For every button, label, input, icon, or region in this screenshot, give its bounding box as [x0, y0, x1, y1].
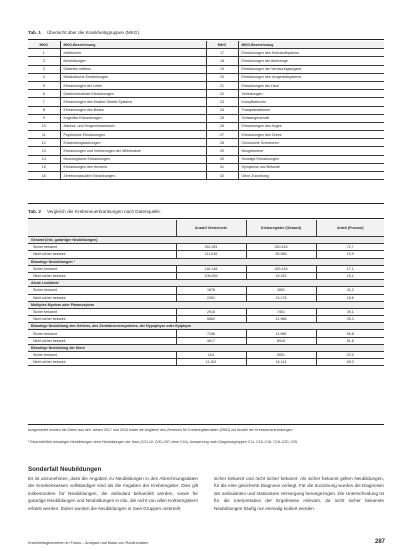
table2-group-row	[28, 344, 384, 351]
table2-cell-label: Sicher bekannt	[28, 352, 176, 359]
table2-cell-krebsregister: 21.966	[246, 316, 316, 323]
table1-cell-mkg: 1	[28, 49, 60, 57]
page-number: 287	[374, 539, 385, 545]
table1-cell-mkg-2: 24	[206, 106, 238, 114]
table2-cell-krebsregister: 5051	[246, 352, 316, 359]
table2-row	[28, 272, 384, 279]
table1-cell-label: Metabolische Erkrankungen	[60, 73, 206, 81]
table2-cell-versicherte: 118.148	[176, 265, 246, 272]
table1-cell-label: Infektionen	[60, 49, 206, 57]
table2-header-versicherte: Anzahl Versicherte	[176, 220, 246, 237]
table2-cell-label: Nicht sicher bekannt	[28, 251, 176, 258]
table1-row	[28, 114, 384, 122]
table2-group-row	[28, 258, 384, 265]
table2-cell-label: Sicher bekannt	[28, 330, 176, 337]
table1-cell-mkg-2: 25	[206, 114, 238, 122]
table1-header-label: MKG-Bezeichnung	[60, 41, 206, 49]
table2	[28, 220, 384, 366]
table1-cell-mkg: 16	[28, 172, 60, 180]
table1-cell-mkg-2: 26	[206, 122, 238, 130]
table1-header-label-2: MKG-Bezeichnung	[238, 41, 384, 49]
table1-cell-mkg-2: 27	[206, 131, 238, 139]
table1-cell-label-2: Verletzungen	[238, 90, 384, 98]
table2-row	[28, 308, 384, 315]
table2-cell-label: Nicht sicher bekannt	[28, 272, 176, 279]
table2-cell-label: Nicht sicher bekannt	[28, 316, 176, 323]
table2-cell-versicherte: 2916	[176, 308, 246, 315]
table1-row	[28, 122, 384, 130]
table2-top-rule	[28, 218, 384, 219]
table1-cell-label-2: Erkrankungen des Auges	[238, 122, 384, 130]
table2-header-row	[28, 220, 384, 237]
table1-row	[28, 81, 384, 89]
table1-cell-mkg: 7	[28, 98, 60, 106]
table1-cell-mkg: 8	[28, 106, 60, 114]
table1-row	[28, 57, 384, 65]
table1-row	[28, 90, 384, 98]
table1-row	[28, 147, 384, 155]
table1-row	[28, 73, 384, 81]
table2-row	[28, 359, 384, 366]
table1-row	[28, 155, 384, 163]
table2-group-label: Bösartige Neubildung des Gehirns, des Zentralnervensystems, der Hypophyse oder Epiphyse	[28, 323, 384, 330]
table2-cell-anteil: 41,2	[316, 287, 384, 294]
table1-header-mkg-2: MKG	[206, 41, 238, 49]
table2-cell-versicherte: 181.951	[176, 244, 246, 251]
section-heading: Sonderfall Neubildungen	[28, 466, 102, 473]
table1-cell-mkg: 5	[28, 81, 60, 89]
table1-cell-mkg: 12	[28, 139, 60, 147]
table1-cell-mkg-2: 17	[206, 49, 238, 57]
table1-cell-label: Alkohol- und Drogenmissbrauch	[60, 122, 206, 130]
table2-cell-anteil: 59,8	[316, 330, 384, 337]
body-column-left: Es ist anzunehmen, dass die Angaben zu Neubildungen in den Abrechnungsdaten der Krankenkassen vollständiger sind als die Angaben der Krebsregister. Dies gilt insbesondere für Neubildungen, die ambulant behandelt werden, sowie für gutartige Neubildungen und Neubildungen in situ, die nicht von allen Krebsregistern erfasst werden. Daher wurden die Neubildungen in zwei Gruppen unterteilt:	[28, 476, 198, 511]
table1-cell-mkg-2: 32	[206, 172, 238, 180]
table1-cell-label-2: Neugeborene	[238, 147, 384, 155]
table1-cell-mkg: 14	[28, 155, 60, 163]
table2-cell-krebsregister: 13.176	[246, 294, 316, 301]
table1-row	[28, 131, 384, 139]
table1-cell-mkg-2: 20	[206, 73, 238, 81]
table1-row	[28, 172, 384, 180]
table1-cell-label: Neubildungen	[60, 57, 206, 65]
table1-cell-mkg-2: 22	[206, 90, 238, 98]
table2-caption-number: Tab. 2	[28, 209, 41, 214]
table2-cell-label: Nicht sicher bekannt	[28, 337, 176, 344]
table2-cell-anteil: 17,1	[316, 265, 384, 272]
table1-cell-mkg-2: 18	[206, 57, 238, 65]
table1-cell-label-2: Erkrankungen der Atemwege	[238, 57, 384, 65]
table1-cell-mkg-2: 19	[206, 65, 238, 73]
table1	[28, 41, 384, 180]
body-column-right: sicher bekannt und nicht sicher bekannt. Als sicher bekannt gelten Neubildungen, für die eine gesicherte Diagnose vorliegt. Für die Zuordnung wurden die Diagnosen der ambulanten und stationären Versorgung herangezogen. Die Unterscheidung ist für die Interpretation der Ergebnisse relevant, da nicht sicher bekannte Neubildungen häufig nur einmalig kodiert werden.	[214, 476, 384, 511]
table1-cell-label-2: Erkrankungen der Verdauungsorgane	[238, 65, 384, 73]
table2-cell-krebsregister: 16.114	[246, 359, 316, 366]
table1-top-rule	[28, 39, 384, 40]
table2-header-anteil: Anteil (Prozent)	[316, 220, 384, 237]
table2-cell-anteil: 25,3	[316, 316, 384, 323]
table1-cell-label-2: Erkrankungen der Haut	[238, 81, 384, 89]
table1-cell-mkg: 6	[28, 90, 60, 98]
table2-row	[28, 265, 384, 272]
table2-cell-krebsregister: 55.956	[246, 251, 316, 258]
table1-cell-mkg: 4	[28, 73, 60, 81]
table1-cell-label: Diabetes mellitus	[60, 65, 206, 73]
table1-row	[28, 106, 384, 114]
table1-cell-label-2: Erkrankungen des Urogenitalsystems	[238, 73, 384, 81]
table2-cell-anteil: 22,0	[316, 352, 384, 359]
table1-cell-label: Erkrankungen und Verletzungen der Wirbelsäule	[60, 147, 206, 155]
table2-cell-label: Nicht sicher bekannt	[28, 294, 176, 301]
table2-cell-versicherte: 1876	[176, 287, 246, 294]
table2-cell-label: Sicher bekannt	[28, 287, 176, 294]
table2-cell-krebsregister: 263.416	[246, 265, 316, 272]
table1-bottom-rule	[28, 203, 384, 204]
table2-row	[28, 330, 384, 337]
table2-group-label: Gesamt (inkl. gutartiger Neubildungen)	[28, 237, 384, 244]
table2-cell-versicherte: 4617	[176, 337, 246, 344]
table1-row	[28, 139, 384, 147]
table1-cell-mkg-2: 30	[206, 155, 238, 163]
table1-cell-label: Erkrankungen des Herzens	[60, 163, 206, 171]
table2-row	[28, 294, 384, 301]
table1-cell-label: Neurologische Erkrankungen	[60, 155, 206, 163]
table2-cell-versicherte: 7156	[176, 330, 246, 337]
table1-cell-label: Erkrankungen des Muskel-Skelett-Systems	[60, 98, 206, 106]
table2-row	[28, 337, 384, 344]
table2-group-label: Bösartige Neubildungen ¹	[28, 258, 384, 265]
running-footer: Krankheitsgeschehen im Fokus – Analysen auf Basis von Routinedaten	[28, 541, 149, 545]
table2-row	[28, 244, 384, 251]
table2-cell-label: Sicher bekannt	[28, 308, 176, 315]
table1-cell-label-2: Sonstige Erkrankungen	[238, 155, 384, 163]
table1-cell-mkg: 3	[28, 65, 60, 73]
table2-group-row	[28, 280, 384, 287]
table2-group-label: Akute Leukämie	[28, 280, 384, 287]
table2-row	[28, 251, 384, 258]
table2-cell-versicherte: 5562	[176, 316, 246, 323]
table2-cell-anteil: 19,9	[316, 251, 384, 258]
table1-cell-mkg-2: 23	[206, 98, 238, 106]
table1-cell-label: Kognitive Erkrankungen	[60, 114, 206, 122]
table1-caption	[28, 30, 140, 36]
table2-row	[28, 316, 384, 323]
table2-cell-krebsregister: 4551	[246, 287, 316, 294]
table1-row	[28, 49, 384, 57]
table2-group-label: Multiples Myelom oder Plasmozytom	[28, 301, 384, 308]
table1-cell-mkg: 9	[28, 114, 60, 122]
table2-cell-label: Nicht sicher bekannt	[28, 359, 176, 366]
table1-cell-mkg: 15	[28, 163, 60, 171]
table1-cell-mkg: 2	[28, 57, 60, 65]
table1-cell-label-2: Komplikationen	[238, 98, 384, 106]
table1-cell-label-2: Symptome und Befunde	[238, 163, 384, 171]
table2-cell-label: Sicher bekannt	[28, 265, 176, 272]
table1-row	[28, 98, 384, 106]
table2-cell-anteil: 69,3	[316, 359, 384, 366]
table2-cell-krebsregister: 19.181	[246, 272, 316, 279]
table2-note-1: Ausgewertet wurden die Daten aus den Jahren 2017 und 2018 sowie die Angaben des Zentrums für Krebsregisterdaten (ZfKD) zur Anzahl der Krebsneuerkrankungen.	[28, 428, 294, 432]
table1-cell-label: Psychische Erkrankungen	[60, 131, 206, 139]
table2-row	[28, 287, 384, 294]
table1-row	[28, 163, 384, 171]
table1-cell-label: Erkrankungen der Leber	[60, 81, 206, 89]
table2-header-krebsregister: Krebsregister (Gesamt)	[246, 220, 316, 237]
table2-bottom-rule	[28, 424, 384, 425]
table2-cell-anteil: 18,6	[316, 294, 384, 301]
table2-group-row	[28, 301, 384, 308]
table1-cell-label-2: Erkrankungen des Ohres	[238, 131, 384, 139]
table2-cell-versicherte: 111.616	[176, 251, 246, 258]
table1-caption-number: Tab. 1	[28, 30, 41, 35]
table2-group-row	[28, 237, 384, 244]
table1-cell-label: Entwicklungsstörungen	[60, 139, 206, 147]
table1-cell-mkg-2: 29	[206, 147, 238, 155]
table2-group-label: Bösartige Neubildung der Niere	[28, 344, 384, 351]
table1-cell-mkg-2: 28	[206, 139, 238, 147]
table2-cell-anteil: 39,1	[316, 308, 384, 315]
table2-cell-versicherte: 11.161	[176, 359, 246, 366]
table2-cell-label: Sicher bekannt	[28, 244, 176, 251]
table2-caption	[28, 209, 161, 215]
table2-cell-versicherte: 2451	[176, 294, 246, 301]
table2-cell-versicherte: 106.699	[176, 272, 246, 279]
table2-cell-krebsregister: 7461	[246, 308, 316, 315]
table1-cell-label: Erkrankungen des Blutes	[60, 106, 206, 114]
table1-caption-title: Übersicht über die Krankheitsgruppen (MKG).	[46, 30, 141, 35]
table1-cell-label-2: Schwangerschaft	[238, 114, 384, 122]
table1-cell-label-2: Transplantationen	[238, 106, 384, 114]
table1-row	[28, 65, 384, 73]
table2-cell-krebsregister: 11.966	[246, 330, 316, 337]
table2-cell-versicherte: 1111	[176, 352, 246, 359]
table1-header-row	[28, 41, 384, 49]
table1-cell-label-2: Erkrankungen des Kreislaufsystems	[238, 49, 384, 57]
table2-cell-anteil: 15,1	[316, 272, 384, 279]
table2-group-row	[28, 323, 384, 330]
table2-header-blank	[28, 220, 176, 237]
table1-cell-mkg: 11	[28, 131, 60, 139]
table2-cell-krebsregister: 250.416	[246, 244, 316, 251]
table1-cell-label: Zerebrovaskuläre Erkrankungen	[60, 172, 206, 180]
table2-row	[28, 352, 384, 359]
table1-cell-mkg: 13	[28, 147, 60, 155]
table1-cell-mkg-2: 21	[206, 81, 238, 89]
table2-cell-anteil: 51,8	[316, 337, 384, 344]
table1-cell-mkg: 10	[28, 122, 60, 130]
table2-cell-krebsregister: 8916	[246, 337, 316, 344]
table2-caption-title: Vergleich der Krebsneuerkrankungen nach Datenquelle.	[46, 209, 162, 214]
table1-cell-label-2: Chronische Schmerzen	[238, 139, 384, 147]
table1-cell-mkg-2: 31	[206, 163, 238, 171]
table2-cell-anteil: 72,7	[316, 244, 384, 251]
table1-header-mkg: MKG	[28, 41, 60, 49]
table1-cell-label: Gastrointestinale Erkrankungen	[60, 90, 206, 98]
table1-cell-label-2: Ohne Zuordnung	[238, 172, 384, 180]
table2-note-2: ¹ Einschließlich bösartiger Neubildungen ohne Neubildungen der Haut (ICD-10: C00–C97 ohne C44), Auswertung nach Diagnosegruppen C11, C15–C16, C18–C20, C25.	[28, 440, 299, 444]
